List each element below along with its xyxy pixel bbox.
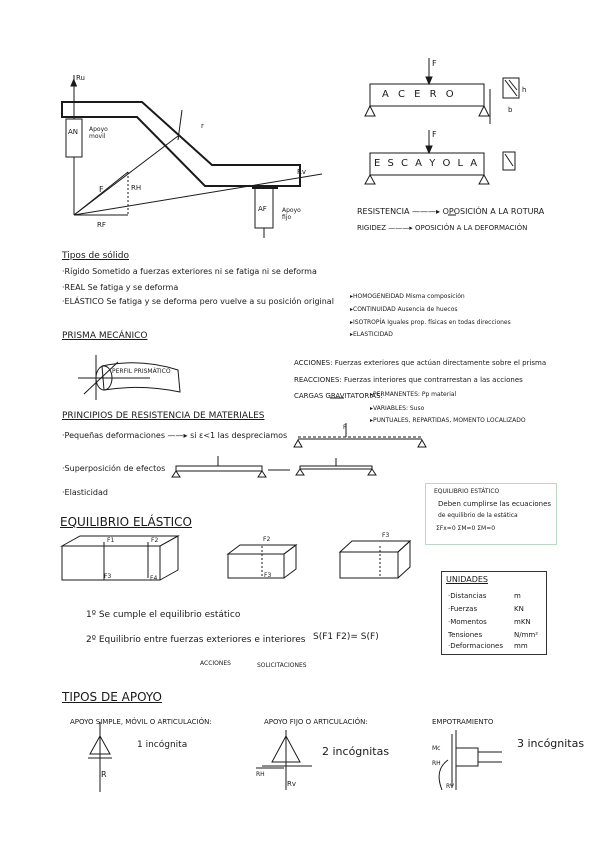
eq-line-1: 1º Se cumple el equilibrio estático [86,610,241,620]
apoyo-rh2: RH [432,760,441,767]
apoyo-rh: RH [256,771,265,778]
principios-f: F [343,424,347,431]
unit-val-5: mm [514,642,528,650]
eq-f3b: F3 [264,572,272,579]
note-line-3: de equilibrio de la estática [438,512,518,519]
tipos-item-3: ·ELÁSTICO Se fatiga y se deforma pero vuelve a su posición original [62,297,334,306]
eq-f2b: F2 [263,536,271,543]
label-apoyo-movil: Apoyo movil [89,126,108,140]
apoyos-title: TIPOS DE APOYO [62,690,162,704]
unit-name-5: ·Deformaciones [448,642,503,650]
apoyo-rv: Rv [287,780,297,788]
apoyo-fijo-label: APOYO FIJO O ARTICULACIÓN: [264,718,368,726]
apoyo-fijo-n: 2 incógnitas [322,745,390,758]
unit-val-2: KN [514,605,524,613]
acero-h: h [522,86,527,94]
eq-f1: F1 [107,537,115,544]
acero-word: A C E R O [382,89,457,100]
principio-3: ·Elasticidad [62,488,108,497]
resistencia-line: RESISTENCIA ———▸ OPOSICIÓN A LA ROTURA [357,207,545,216]
escayola-f: F [432,130,437,139]
escayola-word: E S C A Y O L A [374,158,480,169]
apoyo-simple-n: 1 incógnita [137,740,188,750]
acciones: ACCIONES: Fuerzas exteriores que actúan directamente sobre el prisma [294,359,547,367]
label-af: AF [258,205,267,213]
note-line-4: ΣFx=0 ΣM=0 ΣM=0 [436,525,496,532]
eq-acciones: ACCIONES [200,660,231,667]
cargas-3: ▸PUNTUALES, REPARTIDAS, MOMENTO LOCALIZADO [370,417,526,424]
cargas: CARGAS GRAVITATORIAS: [294,392,383,400]
prop-4: ▸ELASTICIDAD [350,331,393,338]
equilibrio-title: EQUILIBRIO ELÁSTICO [60,515,193,529]
eq-line-2: 2º Equilibrio entre fuerzas exteriores e interiores [86,635,306,645]
label-an: AN [68,128,79,136]
cargas-2: ▸VARIABLES: Suso [370,405,425,412]
note-line-2: Deben cumplirse las ecuaciones [438,500,552,508]
tipos-solido-title: Tipos de sólido [62,251,130,261]
unit-val-4: N/mm² [514,631,539,639]
apoyo-simple-label: APOYO SIMPLE, MÓVIL O ARTICULACIÓN: [70,718,212,726]
note-line-1: EQUILIBRIO ESTÁTICO [434,488,500,495]
unidades-title: UNIDADES [446,575,488,584]
eq-f4: F4 [150,575,158,582]
eq-f3: F3 [104,573,112,580]
label-rv: Rv [297,168,307,176]
label-rh: RH [131,184,142,192]
apoyo-r: R [101,770,107,779]
unit-name-2: ·Fuerzas [448,605,478,613]
apoyo-mc: Mc [432,745,441,752]
acero-b: b [508,106,513,114]
eq-solicitaciones: SOLICITACIONES [257,662,307,669]
label-ru: Ru [76,74,85,82]
eq-formula: S(F1 F2)= S(F) [313,632,379,642]
reacciones: REACCIONES: Fuerzas interiores que contrarrestan a las acciones [294,376,523,384]
apoyo-rv2: RV [446,783,454,790]
label-apoyo-fijo: Apoyo fijo [282,207,301,221]
equilibrio-estatico-note [425,483,557,545]
unit-name-1: ·Distancias [448,592,487,600]
prisma-label: PERFIL PRISMÁTICO [112,368,171,375]
unit-name-4: Tensiones [448,631,483,639]
prop-2: ▸CONTINUIDAD Ausencia de huecos [350,306,458,313]
prisma-title: PRISMA MECÁNICO [62,331,148,341]
unit-val-1: m [514,592,521,600]
unidades-box [441,571,547,655]
empotramiento-label: EMPOTRAMIENTO [432,718,494,726]
prop-3: ▸ISOTROPÍA Iguales prop. físicas en todas direcciones [350,319,511,326]
acero-f: F [432,59,437,68]
empotramiento-n: 3 incógnitas [517,737,585,750]
principio-2: ·Superposición de efectos [62,464,166,473]
tipos-item-2: ·REAL Se fatiga y se deforma [62,283,179,292]
label-rf: RF [97,221,106,229]
eq-f3c: F3 [382,532,390,539]
cargas-1: ▸PERMANENTES: Pp material [370,391,457,398]
principios-title: PRINCIPIOS DE RESISTENCIA DE MATERIALES [62,411,265,421]
unit-val-3: mKN [514,618,531,626]
label-r: r [201,122,204,130]
tipos-item-1: ·Rígido Sometido a fuerzas exteriores ni se fatiga ni se deforma [62,267,317,276]
principio-1: ·Pequeñas deformaciones ——▸ si ε<1 las despreciamos [62,431,288,440]
eq-f2: F2 [151,537,159,544]
escayola-beam [365,130,515,215]
rigidez-line: RIGIDEZ ———▸ OPOSICIÓN A LA DEFORMACIÓN [357,224,528,232]
label-f: F [99,185,104,194]
prop-1: ▸HOMOGENEIDAD Misma composición [350,293,465,300]
unit-name-3: ·Momentos [448,618,487,626]
